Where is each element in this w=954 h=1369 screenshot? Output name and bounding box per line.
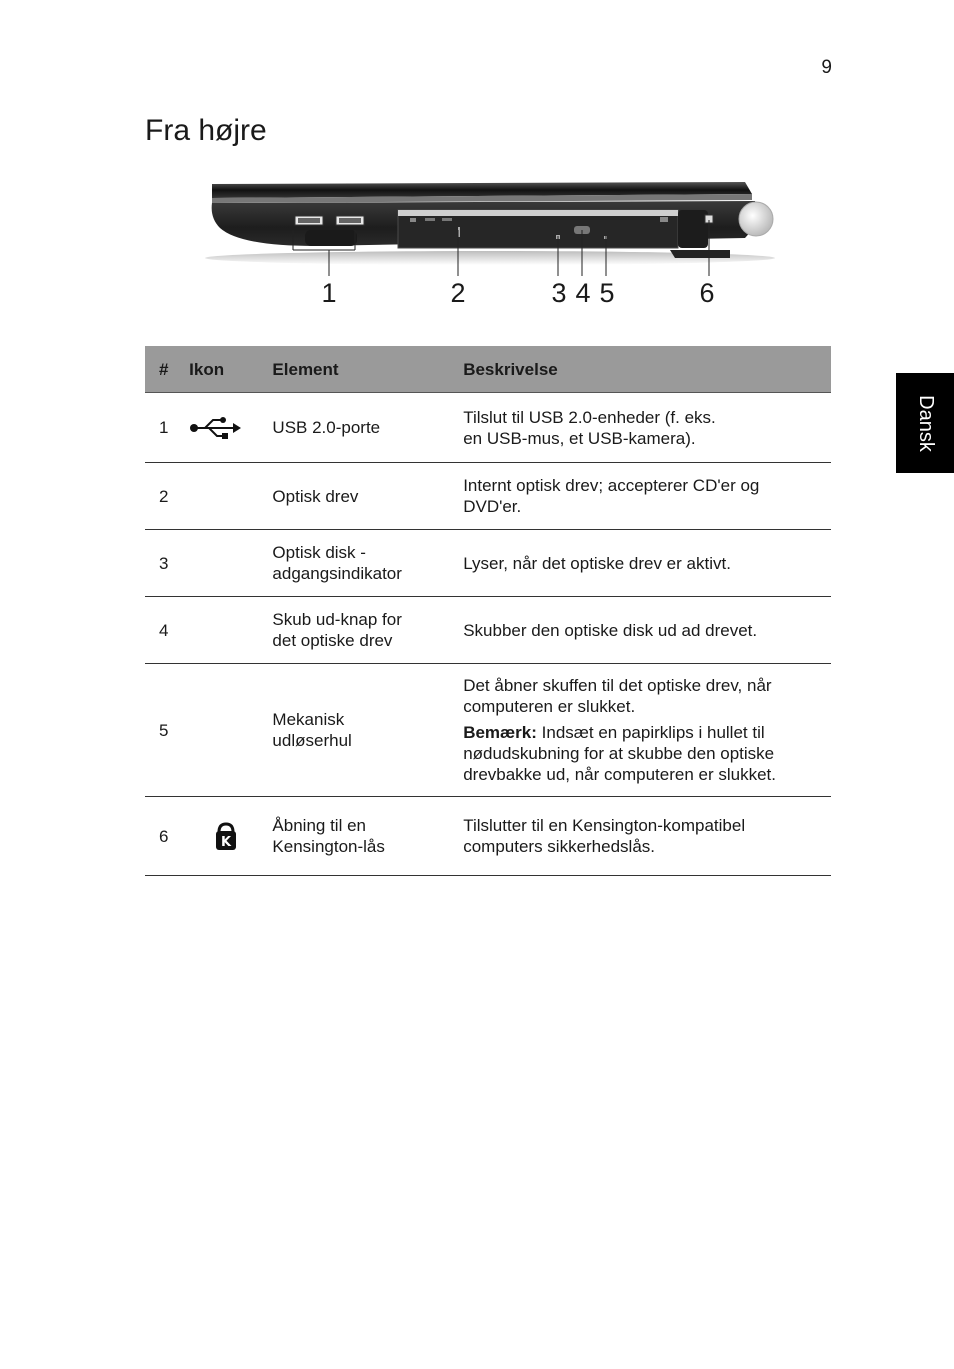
element-line: Optisk disk - (272, 543, 366, 562)
table-row (145, 463, 831, 530)
ports-table (145, 346, 831, 876)
callout-numbers (0, 278, 954, 318)
description-line: Skubber den optiske disk ud ad drevet. (463, 620, 758, 640)
callout-3: 3 (551, 278, 567, 308)
header-description: Beskrivelse (463, 346, 831, 393)
svg-text:K: K (221, 835, 232, 850)
description-line: Lyser, når det optiske drev er aktivt. (463, 553, 731, 573)
note-line: nødudskubning for at skubbe den optiske (463, 744, 775, 763)
row-element (272, 530, 463, 597)
row-element: USB 2.0-porte (272, 393, 463, 463)
callout-2: 2 (450, 278, 466, 308)
header-icon: Ikon (189, 346, 272, 393)
callout-1: 1 (321, 278, 337, 308)
element-line: Mekanisk (272, 710, 345, 729)
row-number: 3 (145, 530, 189, 597)
row-description (463, 597, 831, 664)
page-title: Fra højre (145, 114, 267, 147)
usb-icon (189, 416, 241, 440)
description-line: en USB-mus, et USB-kamera). (463, 428, 696, 448)
callout-6: 6 (699, 278, 715, 308)
row-element (272, 797, 463, 876)
row-element: Optisk drev (272, 463, 463, 530)
callout-4: 4 (575, 278, 591, 308)
note-label: Bemærk: (463, 723, 537, 742)
description-line: Tilslutter til en Kensington-kompatibel (463, 816, 746, 835)
note-line: Indsæt en papirklips i hullet til (541, 723, 765, 742)
table-row (145, 797, 831, 876)
element-line: adgangsindikator (272, 564, 402, 583)
row-description (463, 664, 831, 797)
table-header-row (145, 346, 831, 393)
header-number: # (145, 346, 189, 393)
table-row (145, 597, 831, 664)
description-line: Tilslut til USB 2.0-enheder (f. eks. (463, 407, 716, 427)
kensington-lock-icon (189, 821, 255, 851)
element-line: Kensington-lås (272, 837, 385, 856)
row-description (463, 797, 831, 876)
row-number: 6 (145, 797, 189, 876)
row-number: 2 (145, 463, 189, 530)
element-line: Skub ud-knap for (272, 610, 402, 629)
header-element: Element (272, 346, 463, 393)
note-paragraph (463, 722, 825, 743)
row-description (463, 530, 831, 597)
page-number: 9 (821, 57, 832, 78)
row-description (463, 463, 831, 530)
description-line: DVD'er. (463, 497, 522, 516)
description-line: computers sikkerhedslås. (463, 837, 656, 856)
row-description (463, 393, 831, 463)
element-line: udløserhul (272, 731, 352, 750)
element-line: det optiske drev (272, 631, 393, 650)
table-row (145, 393, 831, 463)
row-element (272, 597, 463, 664)
element-line: Åbning til en (272, 816, 366, 835)
row-number: 5 (145, 664, 189, 797)
callout-5: 5 (599, 278, 615, 308)
language-tab[interactable] (896, 373, 954, 473)
table-row (145, 664, 831, 797)
laptop-right-side-illustration (200, 170, 790, 280)
description-line: computeren er slukket. (463, 697, 636, 716)
row-number: 4 (145, 597, 189, 664)
row-number: 1 (145, 393, 189, 463)
note-line: drevbakke ud, når computeren er slukket. (463, 765, 776, 784)
row-element (272, 664, 463, 797)
language-tab-label: Dansk (914, 394, 937, 452)
description-line: Det åbner skuffen til det optiske drev, når (463, 676, 772, 695)
table-row (145, 530, 831, 597)
description-line: Internt optisk drev; accepterer CD'er og (463, 476, 760, 495)
